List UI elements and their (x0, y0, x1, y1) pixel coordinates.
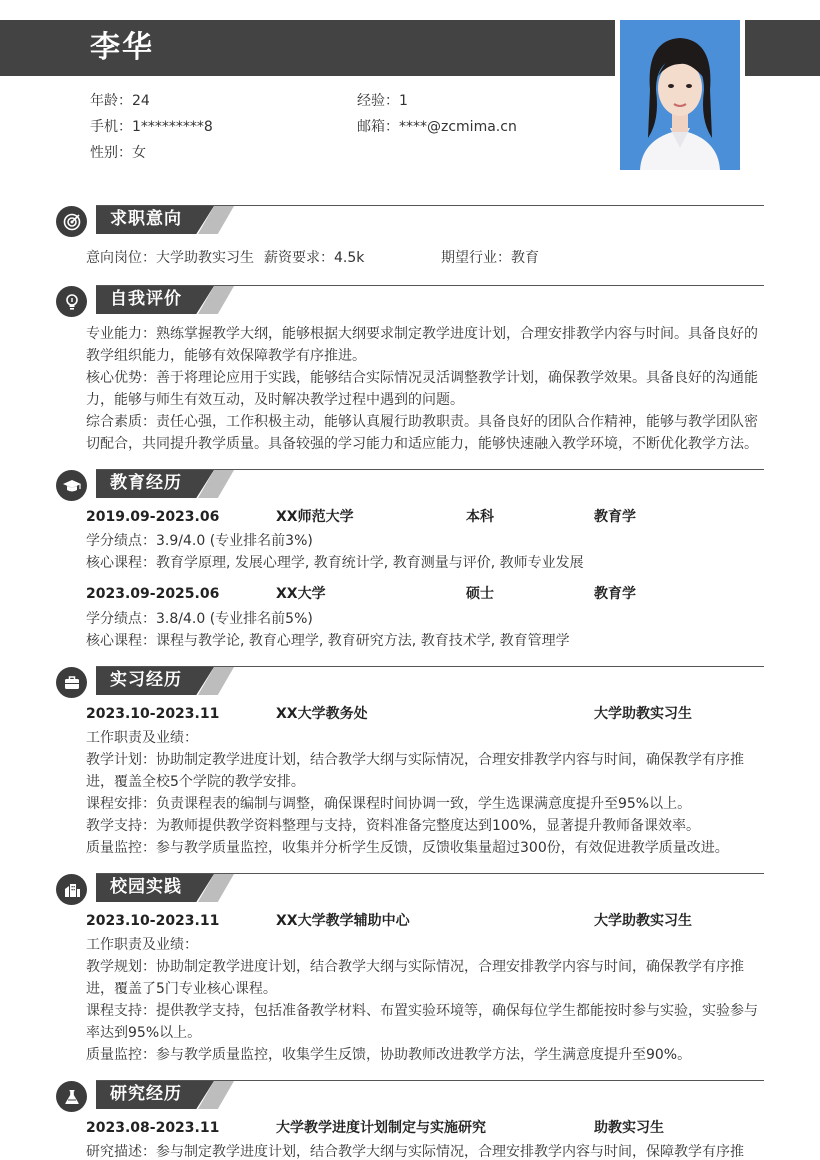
age-row: 年龄：24 (90, 93, 150, 109)
section-campus-header (56, 873, 764, 905)
age-value: 24 (132, 93, 150, 109)
research-date: 2023.08-2023.11 (86, 1120, 220, 1136)
edu-2-school: XX大学 (276, 586, 326, 602)
edu-1-major: 教育学 (594, 509, 636, 525)
campus-org: XX大学教学辅助中心 (276, 913, 410, 929)
intern-line-4: 质量监控：参与教学质量监控，收集并分析学生反馈，反馈收集量超过300份，有效促进教学质量改进。 (86, 840, 729, 856)
section-title: 教育经历 (110, 473, 182, 493)
section-title: 自我评价 (110, 289, 182, 309)
intern-org: XX大学教务处 (276, 706, 368, 722)
gender-row: 性别：女 (90, 145, 146, 161)
self-eval-advantage: 核心优势：善于将理论应用于实践，能够结合实际情况灵活调整教学计划，确保教学效果。具备良好的沟通能力，能够与师生有效互动，及时解决教学过程中遇到的问题。 (86, 370, 758, 408)
intern-duty-label: 工作职责及业绩： (86, 730, 198, 746)
target-icon (56, 206, 87, 237)
flask-icon (56, 1081, 87, 1112)
briefcase-icon (56, 667, 87, 698)
section-intent-header (56, 205, 764, 237)
intern-role: 大学助教实习生 (594, 706, 692, 722)
edu-2-courses: 核心课程：课程与教学论, 教育心理学, 教育研究方法, 教育技术学, 教育管理学 (86, 633, 570, 649)
section-title: 求职意向 (110, 209, 182, 229)
edu-1-school: XX师范大学 (276, 509, 354, 525)
section-title: 研究经历 (110, 1084, 182, 1104)
header-bar-right (745, 20, 820, 76)
research-description: 研究描述：参与制定教学进度计划，结合教学大纲与实际情况，合理安排教学内容与时间，保障教学有序推 (86, 1144, 744, 1160)
edu-2-degree: 硕士 (466, 586, 494, 602)
intern-line-2: 课程安排：负责课程表的编制与调整，确保课程时间协调一致，学生选课满意度提升至95%以上。 (86, 796, 692, 812)
research-project: 大学教学进度计划制定与实施研究 (276, 1120, 486, 1136)
edu-2-gpa: 学分绩点：3.8/4.0 (专业排名前5%) (86, 611, 313, 627)
intern-date: 2023.10-2023.11 (86, 706, 220, 722)
edu-2-date: 2023.09-2025.06 (86, 586, 220, 602)
campus-line-1: 教学规划：协助制定教学进度计划，结合教学大纲与实际情况，合理安排教学内容与时间，确保教学有序推进，覆盖了5门专业核心课程。 (86, 959, 744, 997)
edu-1-gpa: 学分绩点：3.9/4.0 (专业排名前3%) (86, 533, 313, 549)
intern-line-3: 教学支持：为教师提供教学资料整理与支持，资料准备完整度达到100%，显著提升教师备课效率。 (86, 818, 701, 834)
email-value: ****@zcmima.cn (399, 119, 517, 135)
section-internship-header (56, 666, 764, 698)
campus-duty-label: 工作职责及业绩： (86, 937, 198, 953)
gender-value: 女 (132, 145, 146, 161)
email-row: 邮箱：****@zcmima.cn (357, 119, 517, 135)
intent-industry: 期望行业：教育 (441, 250, 539, 266)
section-title: 实习经历 (110, 670, 182, 690)
research-role: 助教实习生 (594, 1120, 664, 1136)
bulb-icon (56, 286, 87, 317)
edu-2-major: 教育学 (594, 586, 636, 602)
section-education-header (56, 469, 764, 501)
phone-value: 1*********8 (132, 119, 213, 135)
edu-1-degree: 本科 (466, 509, 494, 525)
campus-date: 2023.10-2023.11 (86, 913, 220, 929)
profile-photo (620, 20, 740, 170)
campus-line-3: 质量监控：参与教学质量监控，收集学生反馈，协助教师改进教学方法，学生满意度提升至90%。 (86, 1047, 692, 1063)
self-eval-professional: 专业能力：熟练掌握教学大纲，能够根据大纲要求制定教学进度计划，合理安排教学内容与时间。具备良好的教学组织能力，能够有效保障教学有序推进。 (86, 326, 758, 364)
intent-position: 意向岗位：大学助教实习生 (86, 250, 254, 266)
campus-line-2: 课程支持：提供教学支持，包括准备教学材料、布置实验环境等，确保每位学生都能按时参与实验，实验参与率达到95%以上。 (86, 1003, 758, 1041)
experience-row: 经验：1 (357, 93, 408, 109)
section-research-header (56, 1080, 764, 1112)
self-eval-quality: 综合素质：责任心强，工作积极主动，能够认真履行助教职责。具备良好的团队合作精神，能够与教学团队密切配合，共同提升教学质量。具备较强的学习能力和适应能力，能够快速融入教学环境，不断优化教学方法。 (86, 414, 758, 452)
intent-salary: 薪资要求：4.5k (264, 250, 365, 266)
campus-role: 大学助教实习生 (594, 913, 692, 929)
graduation-cap-icon (56, 470, 87, 501)
building-icon (56, 874, 87, 905)
section-self-eval-header (56, 285, 764, 317)
edu-1-courses: 核心课程：教育学原理, 发展心理学, 教育统计学, 教育测量与评价, 教师专业发展 (86, 555, 584, 571)
phone-row: 手机：1*********8 (90, 119, 213, 135)
edu-1-date: 2019.09-2023.06 (86, 509, 220, 525)
experience-value: 1 (399, 93, 408, 109)
section-title: 校园实践 (110, 877, 182, 897)
intern-line-1: 教学计划：协助制定教学进度计划，结合教学大纲与实际情况，合理安排教学内容与时间，确保教学有序推进，覆盖全校5个学院的教学安排。 (86, 752, 744, 790)
candidate-name: 李华 (90, 30, 154, 65)
